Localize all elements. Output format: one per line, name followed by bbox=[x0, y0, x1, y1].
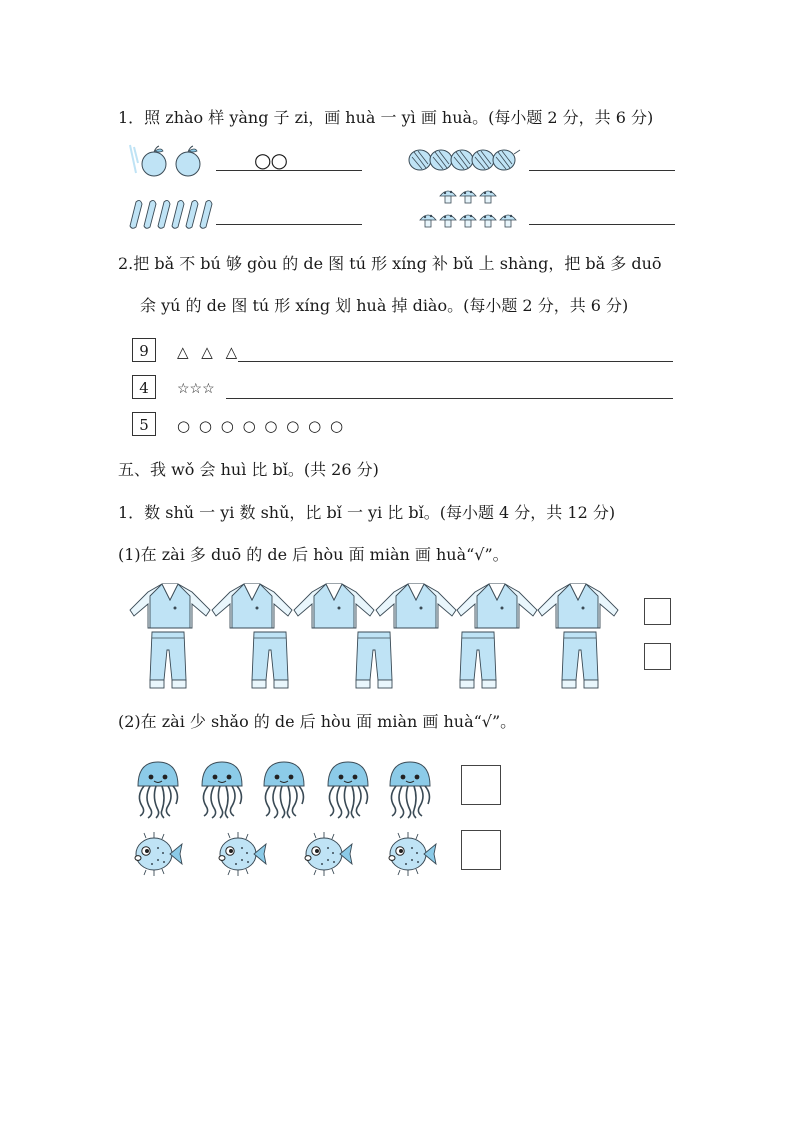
q1-answer-line-1[interactable] bbox=[216, 170, 362, 171]
q2-answer-line-2[interactable] bbox=[226, 398, 673, 399]
q2-circles: ○ ○ ○ ○ ○ ○ ○ ○ bbox=[177, 417, 346, 435]
watermelons-image bbox=[408, 146, 524, 174]
q2-answer-line-1[interactable] bbox=[238, 361, 673, 362]
pufferfish-check-box[interactable] bbox=[461, 830, 501, 870]
section5-part1: (1)在 zài 多 duō 的 de 后 hòu 面 miàn 画 huà“√”。 bbox=[118, 545, 509, 564]
section5-part2: (2)在 zài 少 shǎo 的 de 后 hòu 面 miàn 画 huà“√”。 bbox=[118, 712, 517, 731]
q2-number-box-2: 4 bbox=[132, 375, 156, 399]
carrots-image bbox=[126, 196, 216, 230]
q2-number-box-1: 9 bbox=[132, 338, 156, 362]
q2-triangles: △ △ △ bbox=[177, 343, 242, 361]
jellyfish-image bbox=[134, 760, 444, 816]
q1-title: 1．照 zhào 样 yàng 子 zi，画 huà 一 yì 画 huà。(每小题 2 分，共 6 分) bbox=[118, 108, 654, 127]
q2-number-box-3: 5 bbox=[132, 412, 156, 436]
mushrooms-image bbox=[418, 184, 520, 232]
pants-image bbox=[148, 630, 608, 690]
q1-answer-line-2[interactable] bbox=[529, 170, 675, 171]
q2-title-line2: 余 yú 的 de 图 tú 形 xíng 划 huà 掉 diào。(每小题 2 分，共 6 分) bbox=[140, 296, 629, 315]
pufferfish-image bbox=[130, 830, 440, 880]
sweaters-check-box[interactable] bbox=[644, 598, 671, 625]
section5-heading: 五、我 wǒ 会 huì 比 bǐ。(共 26 分) bbox=[118, 460, 379, 479]
sweaters-image bbox=[130, 580, 630, 630]
pants-check-box[interactable] bbox=[644, 643, 671, 670]
q1-example-answer: ○○ bbox=[254, 148, 287, 172]
jellyfish-check-box[interactable] bbox=[461, 765, 501, 805]
q2-title-line1: 2.把 bǎ 不 bú 够 gòu 的 de 图 tú 形 xíng 补 bǔ 上 shàng，把 bǎ 多 duō bbox=[118, 254, 662, 273]
apples-image bbox=[126, 143, 206, 179]
q2-stars: ☆☆☆ bbox=[177, 381, 215, 397]
q1-answer-line-3[interactable] bbox=[216, 224, 362, 225]
q1-answer-line-4[interactable] bbox=[529, 224, 675, 225]
section5-q1-title: 1．数 shǔ 一 yi 数 shǔ，比 bǐ 一 yi 比 bǐ。(每小题 4 分，共 12 分) bbox=[118, 503, 616, 522]
